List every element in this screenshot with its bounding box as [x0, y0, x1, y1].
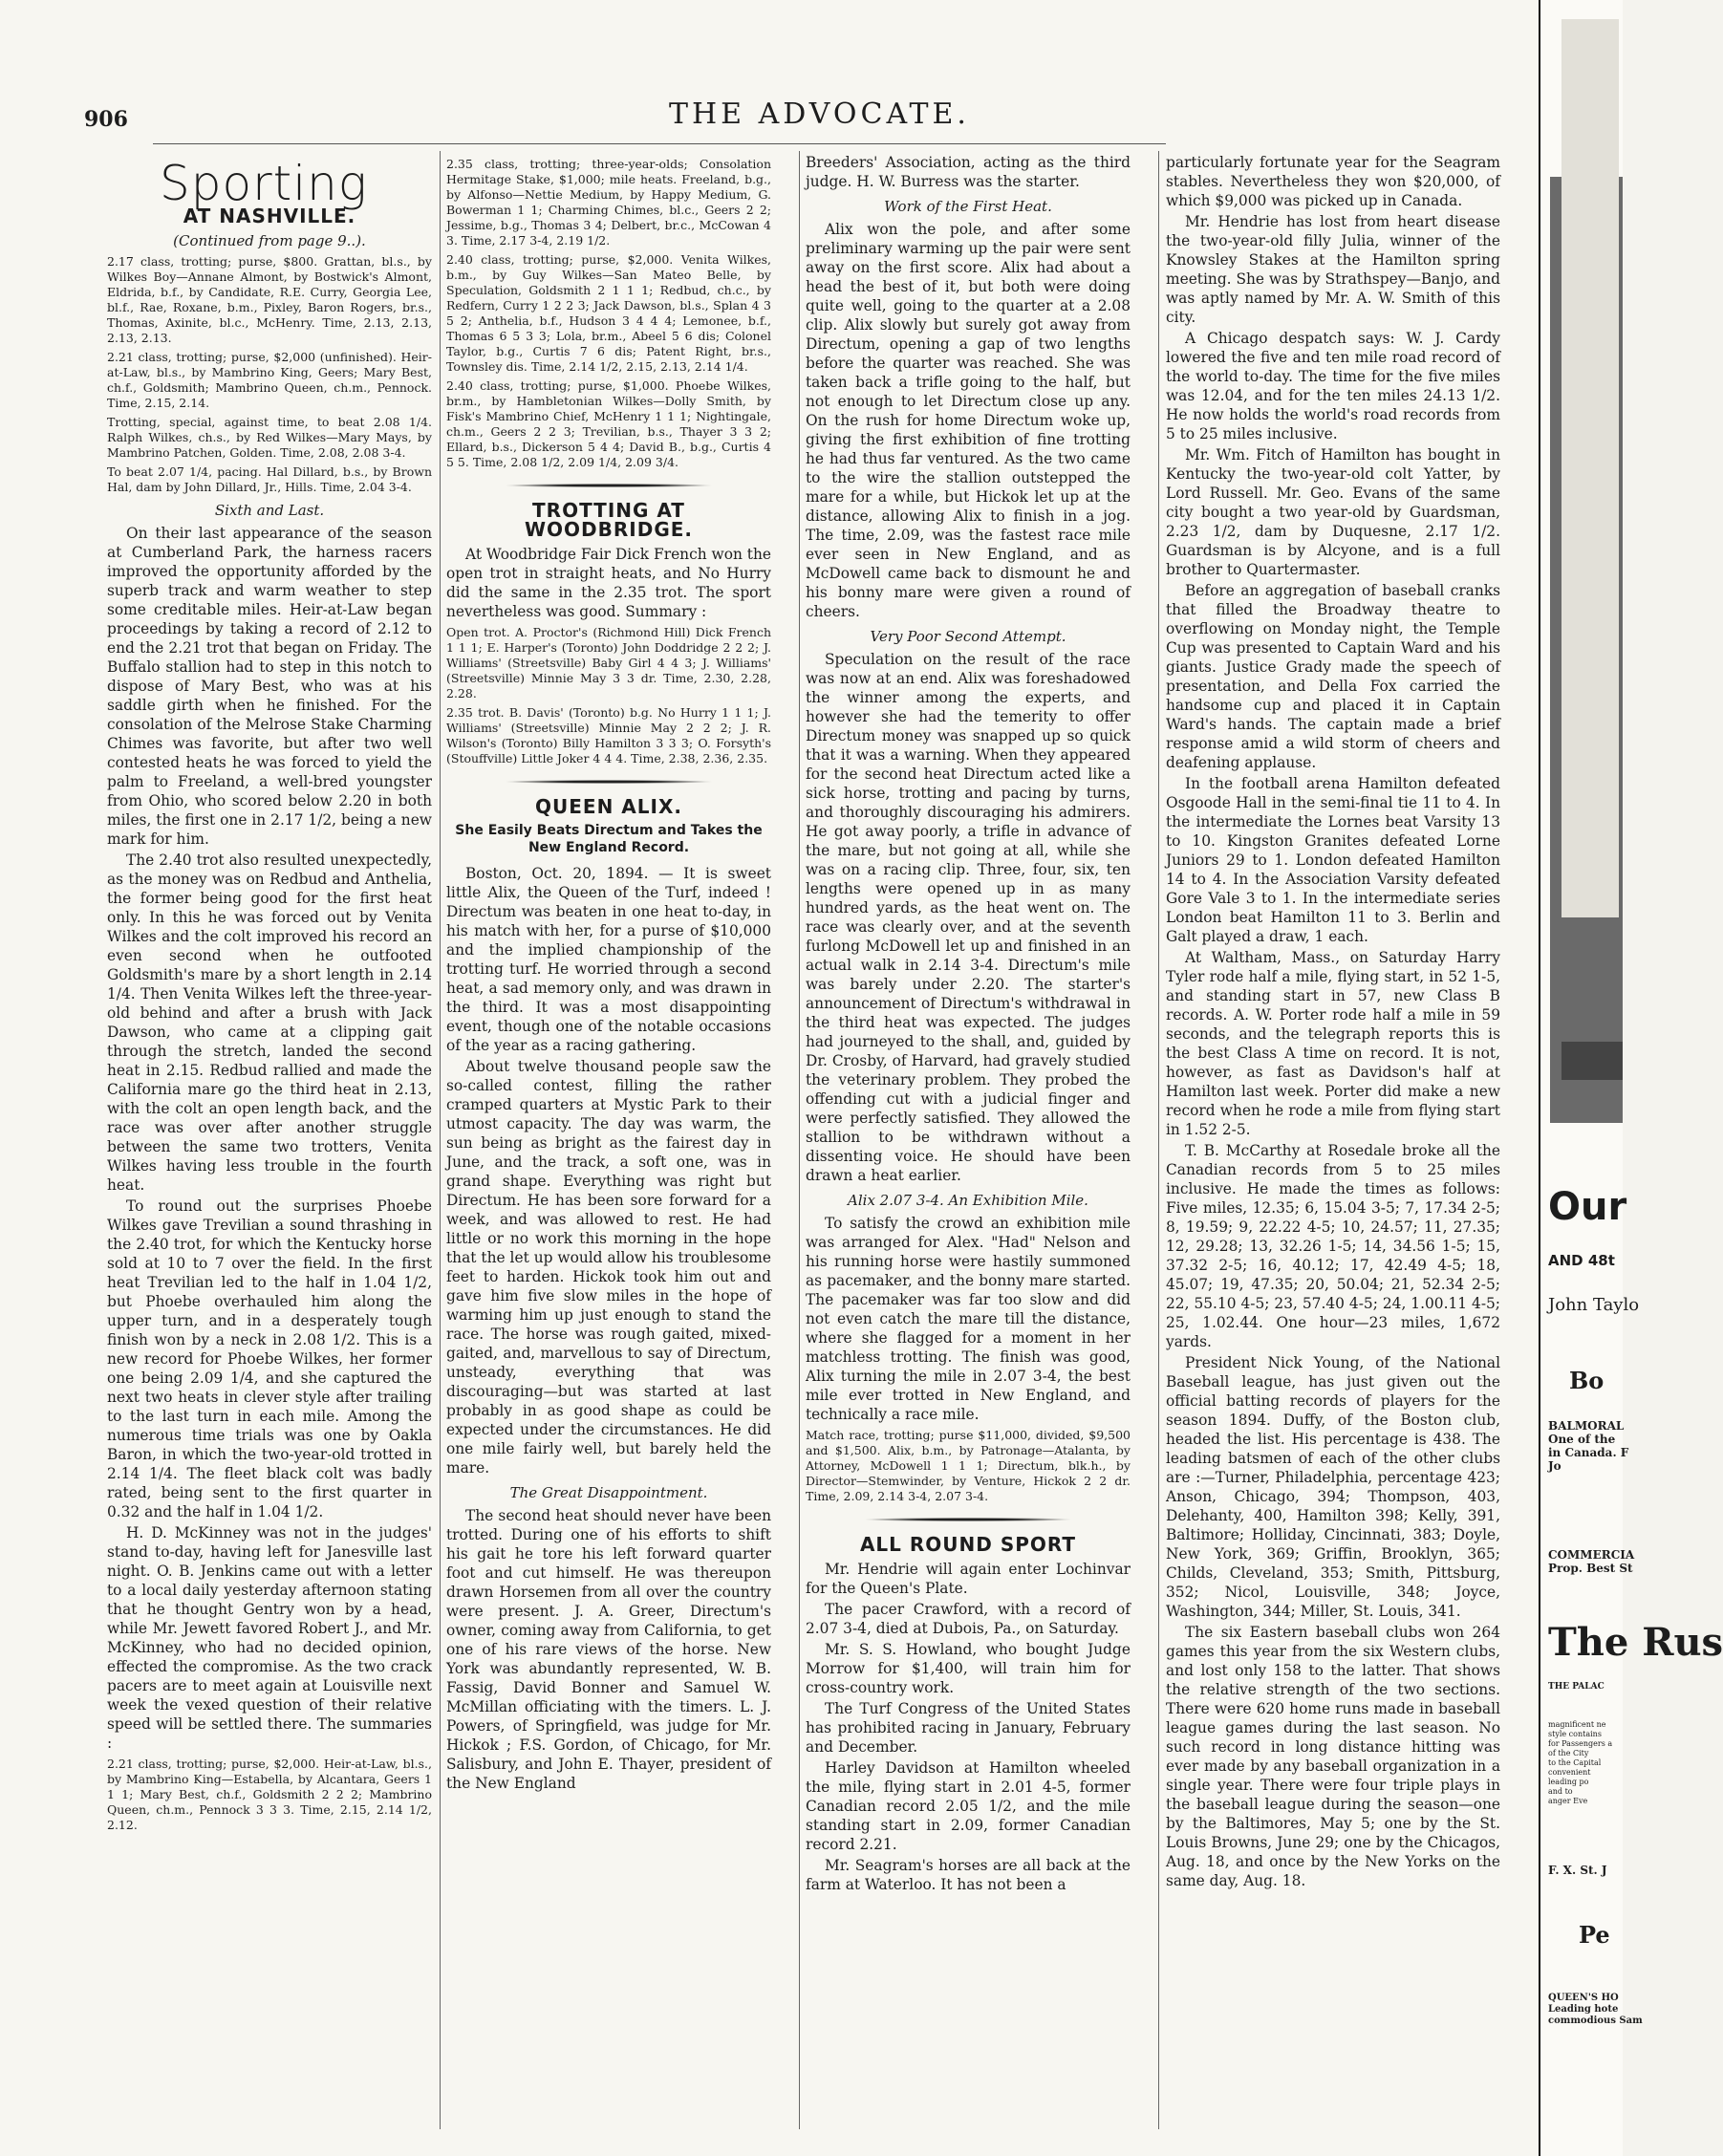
ad-text: QUEEN'S HO Leading hote commodious Sam	[1548, 1993, 1643, 2026]
paragraph: Boston, Oct. 20, 1894. — It is sweet little Alix, the Queen of the Turf, indeed ! Directum was beaten in one heat to-day, in his match with her, for a purse of $10,000 and the implied championship of the trotting turf. He worried through a second heat, a sad memory only, and was drawn in the third. It was a most disappointing event, though one of the notable occasions of the year as a racing gathering.	[446, 865, 771, 1054]
paragraph: At Waltham, Mass., on Saturday Harry Tyler rode half a mile, flying start, in 52 1-5, and standing start in 57, new Class B records. A. W. Porter rode half a mile in 59 seconds, and the telegraph reports this is the best Class A time on record. It is not, however, as fast as Davidson's half at Hamilton last week. Porter did make a new record when he rode a mile from flying start in 1.52 2-5.	[1166, 949, 1500, 1138]
article-heading: QUEEN ALIX.	[535, 795, 682, 818]
photo-border	[1561, 1042, 1623, 1080]
paragraph: Before an aggregation of baseball cranks that filled the Broadway theatre to overflowing on Monday night, the Temple Cup was presented to Captain Ward and his giants. Justice Grady made the speech of presentation, and Della Fox carried the handsome cup and placed it in Captain Ward's hands. The captain made a brief response amid a wild storm of cheers and deafening applause.	[1166, 582, 1500, 771]
masthead: THE ADVOCATE.	[669, 97, 970, 131]
ornament-rule	[504, 484, 714, 487]
ad-heading: Pe	[1579, 1921, 1610, 1949]
paragraph: The six Eastern baseball clubs won 264 games this year from the six Western clubs, and lost only 158 to the latter. That shows the relative strength of the two sections. There were 620 home runs made in baseball league games during the last season. No such record in long distance hitting was ever made by any baseball organization in a single year. There were four triple plays in the baseball league during the season—one by the Baltimores, May 5; one by the St. Louis Browns, June 29; one by the Chicagos, Aug. 18, and once by the New Yorks on the same day, Aug. 18.	[1166, 1624, 1500, 1889]
ad-text: BALMORAL One of the in Canada. F Jo	[1548, 1419, 1629, 1473]
page-number: 906	[84, 107, 128, 132]
column-1	[107, 153, 432, 2131]
paragraph: To round out the surprises Phoebe Wilkes gave Trevilian a sound thrashing in the 2.40 trot, for which the Kentucky horse sold at 10 to 7 over the field. In the first heat Trevilian led to the half in 1.04 1/2, but Phoebe overhauled him along the upper turn, and in a desperately tough finish won by a neck in 2.08 1/2. This is a new record for Phoebe Wilkes, her former one being 2.09 1/4, and she captured the next two heats in clever style after trailing to the last turn in each mile. Among the numerous time trials was one by Oakla Baron, in which the two-year-old trotted in 2.14 1/4. The fleet black colt was badly rated, being sent to the first quarter in 0.32 and the half in 1.04 1/2.	[107, 1197, 432, 1520]
article-heading: AT NASHVILLE.	[183, 205, 356, 227]
paragraph: Speculation on the result of the race was now at an end. Alix was foreshadowed the winner among the experts, and however she had the temerity to offer Directum money was snapped up so quick that it was a warning. When they appeared for the second heat Directum acted like a sick horse, trotting and pacing by turns, and thoroughly discouraging his admirers. He got away poorly, a trifle in advance of the mare, but not going at all, while she was on a racing clip. Three, four, six, ten lengths were opened up in as many hundred yards, as the heat went on. The race was clearly over, and at the seventh furlong McDowell let up and finished in an actual walk in 2.14 3-4. Directum's mile was barely under 2.20. The starter's announcement of Directum's withdrawal in the third heat was expected. The judges had journeyed to the shall, and, guided by Dr. Crosby, of Harvard, had gravely studied the veterinary problem. They probed the offending cut with a judicial finger and were perfectly satisfied. They allowed the stallion to be withdrawn without a dissenting voice. He should have been drawn a heat earlier.	[806, 651, 1131, 1184]
paragraph: At Woodbridge Fair Dick French won the open trot in straight heats, and No Hurry did the same in the 2.35 trot. The sport nevertheless was good. Summary :	[446, 546, 771, 620]
race-summary: 2.40 class, trotting; purse, $1,000. Phoebe Wilkes, br.m., by Hambletonian Wilkes—Dolly Smith, by Fisk's Mambrino Chief, McHenry 1 1 1; Nightingale, ch.m., Geers 2 2 3; Trevilian, b.s., Thayer 3 3 2; Ellard, b.s., Dickerson 5 4 4; David B., b.g., Curtis 4 5 5. Time, 2.08 1/2, 2.09 1/4, 2.09 3/4.	[446, 378, 771, 469]
race-summary: Open trot. A. Proctor's (Richmond Hill) Dick French 1 1 1; E. Harper's (Toronto) John Doddridge 2 2 2; J. Williams' (Streetsville) Baby Girl 4 4 3; J. Williams' (Streetsville) Minnie May 3 3 dr. Time, 2.30, 2.28, 2.28.	[446, 625, 771, 701]
ornament-rule	[504, 780, 714, 784]
paragraph: Mr. Hendrie has lost from heart disease the two-year-old filly Julia, winner of the Knowsley Stakes at the Hamilton spring meeting. She was by Strathspey—Banjo, and was aptly named by Mr. A. W. Smith of this city.	[1166, 213, 1500, 326]
paragraph: Mr. Wm. Fitch of Hamilton has bought in Kentucky the two-year-old colt Yatter, by Lord Russell. Mr. Geo. Evans of the same city bought a two year-old by Guardsman, 2.23 1/2, dam by Duquesne, 2.17 1/2. Guardsman is by Alcyone, and is a full brother to Quartermaster.	[1166, 446, 1500, 578]
continued-note: (Continued from page 9..).	[173, 232, 366, 249]
paragraph: President Nick Young, of the National Baseball league, has just given out the official batting records of players for the season 1894. Duffy, of the Boston club, headed the list. His percentage is 438. The leading batsmen of each of the other clubs are :—Turner, Philadelphia, percentage 423; Anson, Chicago, 394; Thompson, 403, Delehanty, 400, Hamilton 398; Kelly, 391, Baltimore; Holliday, Cincinnati, 383; Doyle, New York, 369; Griffin, Brooklyn, 365; Childs, Cleveland, 353; Smith, Pittsburg, 352; Nicol, Louisville, 348; Joyce, Washington, 344; Miller, St. Louis, 341.	[1166, 1354, 1500, 1620]
paragraph: About twelve thousand people saw the so-called contest, filling the rather cramped quarters at Mystic Park to their utmost capacity. The day was warm, the sun being as bright as the fairest day in June, and the track, a soft one, was in grand shape. Everything was right but Directum. He has been sore forward for a week, and was allowed to rest. He had little or no work this morning in the hope that the let up would allow his troublesome feet to harden. Hickok took him out and gave him five slow miles in the hope of warming him up just enough to stand the race. The horse was rough gaited, mixed-gaited, and, marvellous to say of Directum, unsteady, everything that was discouraging—but was started at last probably in as good shape as could be expected under the circumstances. He did one mile fairly well, but barely held the mare.	[446, 1058, 771, 1477]
race-summary: To beat 2.07 1/4, pacing. Hal Dillard, b.s., by Brown Hal, dam by John Dillard, Jr., Hills. Time, 2.04 3-4.	[107, 464, 432, 494]
race-summary: 2.35 trot. B. Davis' (Toronto) b.g. No Hurry 1 1 1; J. Williams' (Streetsville) Minnie May 2 2 2; J. R. Wilson's (Toronto) Billy Hamilton 3 3 3; O. Forsyth's (Stouffville) Little Joker 4 4 4. Time, 2.38, 2.36, 2.35.	[446, 705, 771, 765]
ad-text: COMMERCIA Prop. Best St	[1548, 1548, 1635, 1575]
ad-text: AND 48t	[1548, 1252, 1615, 1269]
race-summary: Trotting, special, against time, to beat 2.08 1/4. Ralph Wilkes, ch.s., by Red Wilkes—Mary Mays, by Mambrino Patchen, Golden. Time, 2.08, 2.08 3-4.	[107, 415, 432, 460]
paragraph: In the football arena Hamilton defeated Osgoode Hall in the semi-final tie 11 to 4. In the intermediate the Lornes beat Varsity 13 to 10. Kingston Granites defeated Lorne Juniors 29 to 1. London defeated Hamilton 14 to 4. In the Association Varsity defeated Gore Vale 3 to 1. In the intermediate series London beat Hamilton 11 to 3. Berlin and Galt played a draw, 1 each.	[1166, 775, 1500, 945]
ad-heading: Bo	[1569, 1367, 1605, 1394]
paragraph: Breeders' Association, acting as the third judge. H. W. Burress was the starter.	[806, 154, 1131, 190]
race-summary: 2.21 class, trotting; purse, $2,000. Heir-at-Law, bl.s., by Mambrino King—Estabella, by Alcantara, Geers 1 1 1; Mary Best, ch.f., Goldsmith 2 2 2; Mambrino Queen, ch.m., Pennock 3 3 3. Time, 2.15, 2.14 1/2, 2.12.	[107, 1757, 432, 1832]
paragraph: Mr. S. S. Howland, who bought Judge Morrow for $1,400, will train him for cross-country work.	[806, 1641, 1131, 1696]
column-divider	[799, 151, 800, 2129]
ad-text: F. X. St. J	[1548, 1864, 1607, 1877]
paragraph: A Chicago despatch says: W. J. Cardy lowered the five and ten mile road record of the world to-day. The time for the five miles was 12.04, and for the ten miles 24.13 1/2. He now holds the world's road records from 5 to 25 miles inclusive.	[1166, 330, 1500, 442]
ad-text: magnificent ne style contains for Passengers a of the City to the Capital convenient leading po and to anger Eve	[1548, 1720, 1613, 1805]
ornament-rule	[863, 1518, 1073, 1521]
ad-text: THE PALAC	[1548, 1682, 1605, 1692]
paragraph: Mr. Hendrie will again enter Lochinvar for the Queen's Plate.	[806, 1561, 1131, 1597]
paragraph: The Turf Congress of the United States has prohibited racing in January, February and December.	[806, 1700, 1131, 1756]
column-divider	[1158, 151, 1159, 2129]
paragraph: On their last appearance of the season at Cumberland Park, the harness racers improved the opportunity afforded by the superb track and warm weather to step some creditable miles. Heir-at-Law began proceedings by taking a record of 2.12 to end the 2.21 trot that began on Friday. The Buffalo stallion had to step in this notch to dispose of Mary Best, who was at his saddle girth when he finished. For the consolation of the Melrose Stake Charming Chimes was favorite, but after two well contested heats he was forced to yield the palm to Freeland, a well-bred youngster from Ohio, who scored below 2.20 in both miles, the first one in 2.17 1/2, being a new mark for him.	[107, 525, 432, 848]
ad-text: John Taylo	[1548, 1295, 1640, 1315]
subheading: Work of the First Heat.	[884, 198, 1052, 215]
paragraph: The second heat should never have been trotted. During one of his efforts to shift his gait he tore his left forward quarter foot and cut himself. He was thereupon drawn Horsemen from all over the country were present. J. A. Greer, Directum's owner, coming away from California, to get one of his rare views of the horse. New York was abundantly represented, W. B. Fassig, David Bonner and Samuel W. McMillan officiating with the timers. L. J. Powers, of Springfield, was judge for Mr. Hickok ; F.S. Gordon, of Chicago, for Mr. Salisbury, and John E. Thayer, president of the New England	[446, 1507, 771, 1792]
paragraph: particularly fortunate year for the Seagram stables. Nevertheless they won $20,000, of which $9,000 was picked up in Canada.	[1166, 154, 1500, 209]
ad-heading: Our	[1548, 1185, 1627, 1229]
column-divider	[440, 151, 441, 2129]
article-subheading: She Easily Beats Directum and Takes the New England Record.	[455, 823, 763, 855]
race-summary: 2.35 class, trotting; three-year-olds; Consolation Hermitage Stake, $1,000; mile heats. Freeland, b.g., by Alfonso—Nettie Medium, by Happy Medium, G. Bowerman 1 1; Charming Chimes, bl.c., Geers 2 2; Jessime, b.g., Thomas 3 4; Delbert, br.c., McCowan 4 3. Time, 2.17 3-4, 2.19 1/2.	[446, 157, 771, 248]
paragraph: Alix won the pole, and after some preliminary warming up the pair were sent away on the first score. Alix had about a head the best of it, but both were doing quite well, going to the quarter at a 2.08 clip. Alix slowly but surely got away from Directum, opening a gap of two lengths before the quarter was reached. She was taken back a trifle going to the half, but not enough to let Directum close up any. On the rush for home Directum woke up, giving the first exhibition of fine trotting he had thus far ventured. As the two came to the wire the stallion outstepped the mare for a while, but Hickok let up at the distance, allowing Alix to finish in a jog. The time, 2.09, was the fastest race mile ever seen in New England, and as McDowell came back to dismount he and his bonny mare were given a round of cheers.	[806, 221, 1131, 620]
column-2	[446, 153, 771, 2131]
race-summary: Match race, trotting; purse $11,000, divided, $9,500 and $1,500. Alix, b.m., by Patronage—Atalanta, by Attorney, McDowell 1 1 1; Directum, blk.h., by Director—Stemwinder, by Venture, Hickok 2 2 dr. Time, 2.09, 2.14 3-4, 2.07 3-4.	[806, 1428, 1131, 1503]
paragraph: H. D. McKinney was not in the judges' stand to-day, having left for Janesville last night. O. B. Jenkins came out with a letter to a local daily yesterday afternoon stating that he thought Gentry won by a head, while Mr. Jewett favored Robert J., and Mr. McKinney, who had no decided opinion, effected the compromise. As the two crack pacers are to meet again at Louisville next week the vexed question of their relative speed will be settled there. The summaries :	[107, 1524, 432, 1752]
article-heading: ALL ROUND SPORT	[859, 1533, 1077, 1556]
article-heading: TROTTING AT WOODBRIDGE.	[524, 499, 694, 541]
race-summary: 2.21 class, trotting; purse, $2,000 (unfinished). Heir-at-Law, bl.s., by Mambrino King, Geers; Mary Best, ch.f., Goldsmith; Mambrino Queen, ch.m., Pennock. Time, 2.15, 2.14.	[107, 350, 432, 410]
paragraph: Mr. Seagram's horses are all back at the farm at Waterloo. It has not been a	[806, 1857, 1131, 1893]
ad-heading: The Rus	[1548, 1620, 1723, 1665]
subheading: Very Poor Second Attempt.	[870, 628, 1066, 645]
paragraph: To satisfy the crowd an exhibition mile was arranged for Alex. "Had" Nelson and his running horse were hastily summoned as pacemaker, and the bonny mare started. The pacemaker was far too slow and did not even catch the mare till the distance, where she flagged for a moment in her matchless trotting. The finish was good, Alix turning the mile in 2.07 3-4, the best mile ever trotted in New England, and technically a race mile.	[806, 1215, 1131, 1423]
race-summary: 2.17 class, trotting; purse, $800. Grattan, bl.s., by Wilkes Boy—Annane Almont, by Bostwick's Almont, Eldrida, b.f., by Candidate, R.E. Curry, Georgia Lee, bl.f., Rae, Roxane, b.m., Pixley, Baron Rogers, br.s., Thomas, Axinite, bl.c., McHenry. Time, 2.13, 2.13, 2.13, 2.13.	[107, 254, 432, 345]
paragraph: The 2.40 trot also resulted unexpectedly, as the money was on Redbud and Anthelia, the former being good for the first heat only. In this he was forced out by Venita Wilkes and the colt improved his record an even second when he outfooted Goldsmith's mare by a short length in 2.14 1/4. Then Venita Wilkes left the three-year-old behind and after a brush with Jack Dawson, who came at a clipping gait through the stretch, landed the second heat in 2.15. Redbud rallied and made the California mare go the third heat in 2.13, with the colt an open length back, and the race was over after another struggle between the same two trotters, Venita Wilkes having less trouble in the fourth heat.	[107, 852, 432, 1194]
photo-interior	[1561, 19, 1619, 917]
top-rule	[153, 143, 1166, 144]
race-summary: 2.40 class, trotting; purse, $2,000. Venita Wilkes, b.m., by Guy Wilkes—San Mateo Belle, by Speculation, Goldsmith 2 1 1 1; Redbud, ch.c., by Redfern, Curry 1 2 2 3; Jack Dawson, bl.s., Splan 4 3 5 2; Anthelia, b.f., Hudson 3 4 4 4; Lemonee, b.f., Thomas 6 5 3 3; Lola, br.m., Abeel 5 6 dis; Colonel Taylor, b.g., Curtis 7 6 dis; Patent Right, br.s., Townsley dis. Time, 2.14 1/2, 2.15, 2.13, 2.14 1/4.	[446, 252, 771, 374]
column-3	[806, 153, 1131, 2131]
adjacent-page-strip	[1539, 0, 1723, 2156]
column-4	[1166, 153, 1500, 2131]
paragraph: The pacer Crawford, with a record of 2.07 3-4, died at Dubois, Pa., on Saturday.	[806, 1601, 1131, 1637]
subheading: Alix 2.07 3-4. An Exhibition Mile.	[848, 1192, 1088, 1209]
paragraph: T. B. McCarthy at Rosedale broke all the Canadian records from 5 to 25 miles inclusive. He made the times as follows: Five miles, 12.35; 6, 15.04 3-5; 7, 17.34 2-5; 8, 19.59; 9, 22.22 4-5; 10, 24.57; 11, 27.35; 12, 29.28; 13, 32.26 1-5; 14, 34.56 1-5; 15, 37.32 2-5; 16, 40.12; 17, 42.49 4-5; 18, 45.07; 19, 47.35; 20, 50.04; 21, 52.34 2-5; 22, 55.10 4-5; 23, 57.40 4-5; 24, 1.00.11 4-5; 25, 1.02.44. One hour—23 miles, 1,672 yards.	[1166, 1142, 1500, 1350]
paragraph: Harley Davidson at Hamilton wheeled the mile, flying start in 2.01 4-5, former Canadian record 2.05 1/2, and the mile standing start in 2.09, former Canadian record 2.21.	[806, 1759, 1131, 1853]
section-title: Sporting	[160, 156, 368, 211]
subheading: The Great Disappointment.	[509, 1484, 708, 1501]
subheading: Sixth and Last.	[214, 502, 325, 519]
